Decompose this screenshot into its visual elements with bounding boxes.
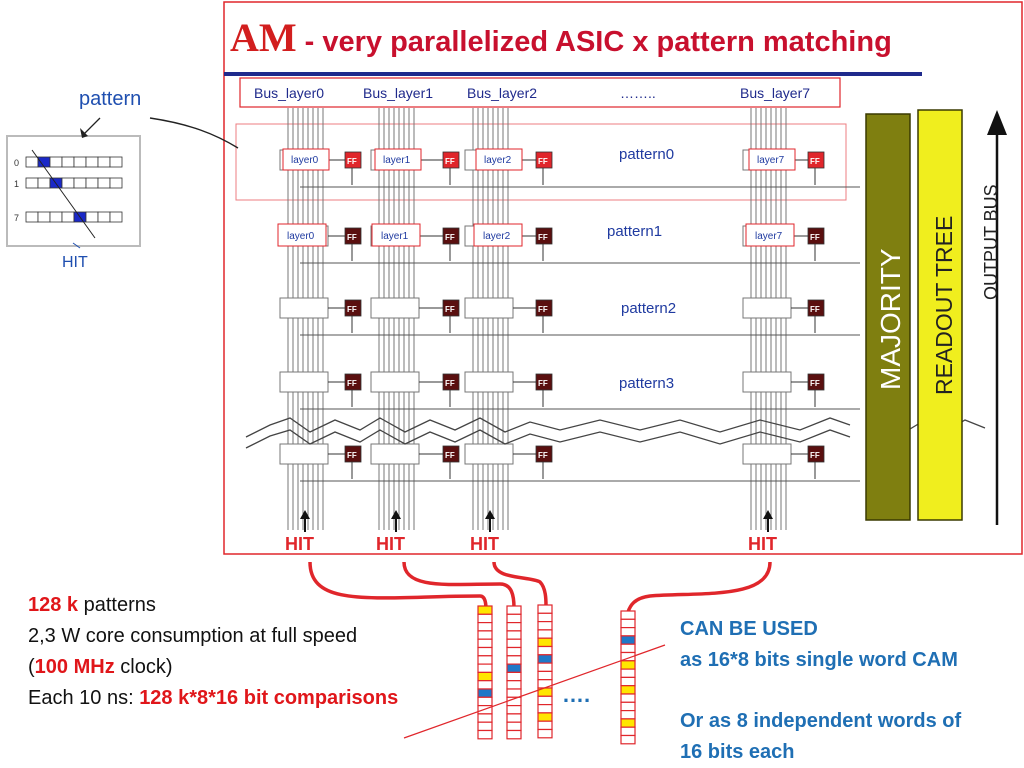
memory-cell bbox=[538, 696, 552, 704]
memory-cell bbox=[507, 614, 521, 622]
bus-label-2: Bus_layer2 bbox=[467, 85, 538, 101]
memory-cell bbox=[538, 721, 552, 729]
stats-clock-number: 100 MHz bbox=[34, 656, 115, 678]
comparator-box bbox=[743, 444, 791, 464]
stats-comparisons-number: 128 k*8*16 bit comparisons bbox=[139, 687, 399, 709]
page-title bbox=[230, 14, 892, 61]
memory-cell bbox=[478, 697, 492, 705]
ff-label: FF bbox=[810, 451, 820, 460]
memory-cell bbox=[621, 619, 635, 627]
inset-cell bbox=[38, 212, 50, 222]
memory-cell bbox=[507, 631, 521, 639]
inset-cell bbox=[38, 178, 50, 188]
stats-clock-open: ( bbox=[28, 656, 35, 678]
memory-cell bbox=[538, 655, 552, 663]
hit-label-3: HIT bbox=[748, 534, 777, 554]
pattern-label-1: pattern1 bbox=[607, 223, 663, 240]
hit-label-0: HIT bbox=[285, 534, 314, 554]
memory-cell bbox=[538, 730, 552, 738]
title-am: AM bbox=[230, 15, 297, 60]
inset-cell bbox=[98, 157, 110, 167]
memory-cell bbox=[507, 664, 521, 672]
memory-cell bbox=[478, 614, 492, 622]
memory-cell bbox=[478, 689, 492, 697]
inset-pattern-label: pattern bbox=[79, 88, 142, 110]
ff-label: FF bbox=[538, 305, 548, 314]
inset-hit-label: HIT bbox=[62, 254, 88, 271]
ff-label: FF bbox=[538, 451, 548, 460]
memory-cell bbox=[621, 736, 635, 744]
memory-cell bbox=[478, 606, 492, 614]
memory-cell bbox=[538, 605, 552, 613]
ff-label: FF bbox=[445, 157, 455, 166]
memory-cell bbox=[621, 719, 635, 727]
inset-cell bbox=[26, 212, 38, 222]
hit-label-2: HIT bbox=[470, 534, 499, 554]
inset-cell bbox=[62, 178, 74, 188]
pattern-label-0: pattern0 bbox=[619, 146, 675, 163]
stats-patterns-number: 128 k bbox=[28, 594, 79, 616]
ff-label: FF bbox=[347, 233, 357, 242]
comparator-box bbox=[465, 298, 513, 318]
memory-cell bbox=[538, 680, 552, 688]
memory-cell bbox=[538, 613, 552, 621]
memory-cell bbox=[507, 639, 521, 647]
memory-cell bbox=[538, 713, 552, 721]
comparator-box bbox=[280, 372, 328, 392]
memory-cell bbox=[507, 672, 521, 680]
bus-label-0: Bus_layer0 bbox=[254, 85, 325, 101]
ff-label: FF bbox=[445, 379, 455, 388]
stats-comparisons-prefix: Each 10 ns: bbox=[28, 687, 140, 709]
inset-frame bbox=[7, 136, 140, 246]
bus-label-1: Bus_layer1 bbox=[363, 85, 434, 101]
memory-cell bbox=[478, 681, 492, 689]
bus-label-ellipsis: …….. bbox=[620, 85, 656, 101]
ff-label: FF bbox=[810, 157, 820, 166]
ff-label: FF bbox=[445, 233, 455, 242]
memory-cell bbox=[538, 671, 552, 679]
inset-cell bbox=[98, 178, 110, 188]
inset-cell bbox=[62, 157, 74, 167]
memory-cell bbox=[478, 672, 492, 680]
memory-cell bbox=[538, 622, 552, 630]
ff-label: FF bbox=[810, 305, 820, 314]
memory-cell bbox=[621, 727, 635, 735]
memory-cell bbox=[621, 644, 635, 652]
ff-label: FF bbox=[810, 233, 820, 242]
ff-label: FF bbox=[445, 451, 455, 460]
memory-cell bbox=[538, 630, 552, 638]
row0-layer-label: layer2 bbox=[484, 155, 512, 166]
ff-label: FF bbox=[538, 233, 548, 242]
memory-cell bbox=[478, 664, 492, 672]
row1-layer-label: layer7 bbox=[755, 231, 783, 242]
memory-cell bbox=[478, 714, 492, 722]
pattern-label-3: pattern3 bbox=[619, 375, 675, 392]
ff-label: FF bbox=[445, 305, 455, 314]
inset-connector bbox=[150, 118, 238, 148]
inset-row-number: 1 bbox=[14, 179, 20, 189]
comparator-box bbox=[465, 372, 513, 392]
stats-line-power: 2,3 W core consumption at full speed bbox=[28, 625, 358, 647]
stats-line-comparisons bbox=[28, 683, 398, 714]
inset-cell bbox=[86, 212, 98, 222]
cam-line-4: 16 bits each bbox=[680, 741, 795, 763]
memory-cell bbox=[478, 631, 492, 639]
memory-cell bbox=[478, 648, 492, 656]
ff-label: FF bbox=[347, 451, 357, 460]
memory-cell bbox=[538, 647, 552, 655]
memory-cell bbox=[507, 731, 521, 739]
memory-cell bbox=[621, 686, 635, 694]
row0-layer-label: layer7 bbox=[757, 155, 785, 166]
memory-cell bbox=[507, 714, 521, 722]
memory-cell bbox=[621, 702, 635, 710]
memory-cell bbox=[621, 611, 635, 619]
memory-cell bbox=[478, 639, 492, 647]
inset-cell bbox=[86, 178, 98, 188]
ff-label: FF bbox=[538, 379, 548, 388]
inset-row-number: 0 bbox=[14, 158, 20, 168]
memory-cell bbox=[621, 711, 635, 719]
cam-line-1: CAN BE USED bbox=[680, 618, 818, 640]
memory-cell bbox=[621, 636, 635, 644]
row0-layer-label: layer1 bbox=[383, 155, 411, 166]
memory-cell bbox=[538, 705, 552, 713]
majority-label: MAJORITY bbox=[875, 248, 906, 390]
row1-layer-label: layer0 bbox=[287, 231, 315, 242]
stats-line-clock bbox=[28, 652, 398, 683]
ff-label: FF bbox=[347, 157, 357, 166]
output-bus-label: OUTPUT BUS bbox=[981, 184, 1001, 300]
break-line-top bbox=[246, 418, 850, 437]
title-text: - very parallelized ASIC x pattern matching bbox=[304, 26, 892, 58]
comparator-box bbox=[743, 372, 791, 392]
ff-label: FF bbox=[538, 157, 548, 166]
inset-cell bbox=[98, 212, 110, 222]
ff-label: FF bbox=[347, 305, 357, 314]
inset-cell bbox=[62, 212, 74, 222]
ff-label: FF bbox=[810, 379, 820, 388]
pattern-label-2: pattern2 bbox=[621, 300, 677, 317]
inset-cell bbox=[74, 157, 86, 167]
inset-pointer-line bbox=[84, 118, 100, 134]
stats-clock-text: clock) bbox=[114, 656, 173, 678]
inset-cell bbox=[26, 178, 38, 188]
comparator-box bbox=[280, 298, 328, 318]
inset-cell bbox=[110, 212, 122, 222]
stats-block bbox=[28, 590, 398, 714]
row1-layer-label: layer1 bbox=[381, 231, 409, 242]
hit-label-1: HIT bbox=[376, 534, 405, 554]
memory-cell bbox=[507, 648, 521, 656]
readout-label: READOUT TREE bbox=[931, 215, 957, 395]
memory-cell bbox=[538, 663, 552, 671]
row0-layer-label: layer0 bbox=[291, 155, 319, 166]
cam-block bbox=[680, 614, 961, 768]
stats-line-patterns bbox=[28, 590, 398, 621]
memory-cell bbox=[507, 681, 521, 689]
bus-label-7: Bus_layer7 bbox=[740, 85, 811, 101]
comparator-box bbox=[465, 444, 513, 464]
inset-cell bbox=[50, 212, 62, 222]
memory-cell bbox=[621, 677, 635, 685]
cam-spacer bbox=[680, 676, 961, 706]
memory-cell bbox=[507, 706, 521, 714]
comparator-box bbox=[371, 298, 419, 318]
cam-line-3: Or as 8 independent words of bbox=[680, 710, 962, 732]
comparator-box bbox=[371, 444, 419, 464]
comparator-box bbox=[280, 444, 328, 464]
inset-cell bbox=[26, 157, 38, 167]
memory-cell bbox=[507, 689, 521, 697]
memory-cell bbox=[478, 722, 492, 730]
cam-line-2: as 16*8 bits single word CAM bbox=[680, 649, 958, 671]
memory-ellipsis: …. bbox=[562, 682, 591, 707]
inset-row-number: 7 bbox=[14, 213, 20, 223]
inset-cell bbox=[110, 178, 122, 188]
memory-cell bbox=[621, 669, 635, 677]
memory-cell bbox=[478, 623, 492, 631]
memory-cell bbox=[507, 656, 521, 664]
memory-cell bbox=[478, 656, 492, 664]
comparator-box bbox=[743, 298, 791, 318]
inset-cell bbox=[86, 157, 98, 167]
memory-cell bbox=[621, 628, 635, 636]
inset-cell bbox=[74, 178, 86, 188]
memory-cell bbox=[507, 722, 521, 730]
inset-cell bbox=[110, 157, 122, 167]
memory-cell bbox=[538, 638, 552, 646]
memory-cell bbox=[621, 661, 635, 669]
comparator-box bbox=[371, 372, 419, 392]
inset-cell bbox=[50, 157, 62, 167]
output-bus-arrowhead bbox=[987, 110, 1007, 135]
stats-patterns-text: patterns bbox=[78, 594, 156, 616]
row1-layer-label: layer2 bbox=[483, 231, 511, 242]
memory-cell bbox=[507, 606, 521, 614]
memory-cell bbox=[621, 694, 635, 702]
hit-connection-curve bbox=[628, 562, 770, 612]
ff-label: FF bbox=[347, 379, 357, 388]
memory-cell bbox=[478, 731, 492, 739]
memory-cell bbox=[507, 623, 521, 631]
inset-cell bbox=[38, 157, 50, 167]
